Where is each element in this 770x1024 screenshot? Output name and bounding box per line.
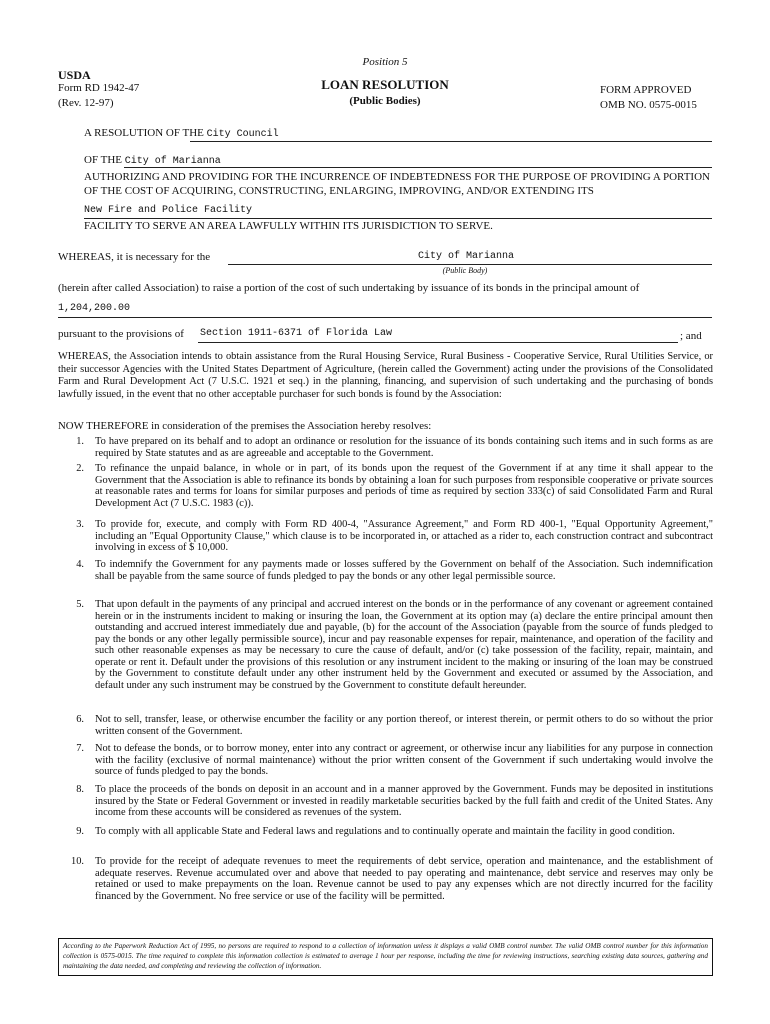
- resolve-item-number: 4.: [76, 559, 84, 570]
- pursuant-label: pursuant to the provisions of: [58, 328, 184, 340]
- of-the-line: [84, 154, 221, 167]
- of-the-underline: [124, 167, 712, 168]
- resolve-item-text: To comply with all applicable State and Federal laws and regulations and to continually operate and maintain the facility in good condition.: [95, 826, 675, 837]
- authorizing-text: AUTHORIZING AND PROVIDING FOR THE INCURRENCE OF INDEBTEDNESS FOR THE PURPOSE OF PROVIDING A PORTION OF THE COST OF ACQUIRING, CONSTRUCTING, ENLARGING, IMPROVING, AND/OR EXTENDING ITS: [84, 171, 710, 197]
- resolve-item-number: 1.: [76, 436, 84, 447]
- resolve-item-text: Not to defease the bonds, or to borrow money, enter into any contract or agreement, or otherwise incur any liabilities for any purpose in connection with the facility (exclusive of normal maintenance) without the prior written consent of the Government if such undertaking would involve the source of funds pledged to pay the bonds.: [95, 743, 713, 777]
- omb-number: OMB NO. 0575-0015: [600, 99, 697, 111]
- facility-serve-text: FACILITY TO SERVE AN AREA LAWFULLY WITHIN ITS JURISDICTION TO SERVE.: [84, 220, 493, 232]
- public-body-underline: [228, 264, 712, 265]
- resolve-item-number: 5.: [76, 599, 84, 610]
- herein-text: (herein after called Association) to raise a portion of the cost of such undertaking by issuance of its bonds in the principal amount of: [58, 282, 640, 294]
- document-subtitle: (Public Bodies): [349, 95, 421, 107]
- pursuant-underline: [198, 342, 678, 343]
- project-name-value[interactable]: New Fire and Police Facility: [84, 205, 253, 216]
- resolution-of-underline: [190, 141, 712, 142]
- public-body-value[interactable]: City of Marianna: [418, 251, 515, 262]
- resolve-item-text: To provide for the receipt of adequate revenues to meet the requirements of debt service, operation and maintenance, and the establishment of adequate reserves. Revenue accumulated over and above that needed to pay operating and maintenance, debt service and reserves may only be retained or used to make prepayments on the loan. Revenue cannot be used to pay any expenses which are not directly incurred for the facility financed by the Government. No free service or use of the facility will be permitted.: [95, 856, 713, 902]
- resolve-item-text: To provide for, execute, and comply with Form RD 400-4, "Assurance Agreement," and Form RD 400-1, "Equal Opportunity Agreement," including an "Equal Opportunity Clause," which clause is to be incorporated in, or attached as a rider to, each construction contract and subcontract involving in excess of $ 10,000.: [95, 519, 713, 553]
- of-the-label: OF THE: [84, 154, 122, 166]
- resolve-item-number: 9.: [76, 826, 84, 837]
- resolve-item-number: 3.: [76, 519, 84, 530]
- position-label: Position 5: [362, 56, 408, 68]
- and-text: ; and: [680, 330, 702, 342]
- resolve-item-number: 6.: [76, 714, 84, 725]
- public-body-caption: (Public Body): [442, 266, 488, 275]
- whereas-necessary-label: WHEREAS, it is necessary for the: [58, 251, 211, 263]
- of-the-value[interactable]: City of Marianna: [124, 156, 221, 167]
- resolve-item-text: That upon default in the payments of any principal and accrued interest on the bonds or in the performance of any covenant or agreement contained herein or in the instruments incident to making or insuring the loan, the Government at its option may (a) declare the entire principal amount then outstanding and accrued interest immediately due and payable, (b) for the account of the Association (payable from the source of funds pledged to pay the bonds or any other legally permissible source), incur and pay reasonable expenses for repair, maintenance, and operation of the facility and such other reasonable expenses as may be necessary to cure the cause of default, and/or (c) take possession of the facility, repair, maintain, and operate or rent it. Default under the provisions of this resolution or any instrument incident to the making or insuring of the loan may be construed by the Government to constitute default under any other instrument held by the Government and executed or assumed by the Association, and default under any such instrument may be construed by the Government to constitute default hereunder.: [95, 599, 713, 691]
- now-therefore-text: NOW THEREFORE in consideration of the premises the Association hereby resolves:: [58, 420, 432, 432]
- resolve-item-text: Not to sell, transfer, lease, or otherwise encumber the facility or any portion thereof, or interest therein, or permit others to do so without the prior written consent of the Government.: [95, 714, 713, 737]
- project-underline: [84, 218, 712, 219]
- pursuant-value[interactable]: Section 1911-6371 of Florida Law: [200, 328, 393, 339]
- document-title: LOAN RESOLUTION: [321, 77, 449, 92]
- agency-name: USDA: [58, 68, 91, 82]
- whereas-paragraph: WHEREAS, the Association intends to obtain assistance from the Rural Housing Service, Rural Business - Cooperative Service, Rural Utilities Service, or their successor Agencies with the United States Department of Agriculture, (herein called the Government) acting under the provisions of the Consolidated Farm and Rural Development Act (7 U.S.C. 1921 et seq.) in the planning, financing, and supervision of such undertaking and the purchasing of bonds lawfully issued, in the event that no other acceptable purchaser for such bonds is found by the Association:: [58, 351, 713, 400]
- amount-underline: [58, 317, 712, 318]
- resolution-of-line: [84, 127, 279, 140]
- resolve-item-text: To place the proceeds of the bonds on deposit in an account and in a manner approved by the Government. Funds may be deposited in institutions insured by the State or Federal Government or invested in readily marketable securities backed by the full faith and credit of the United States. Any income from these accounts will be considered as revenues of the system.: [95, 784, 713, 818]
- resolve-item-number: 7.: [76, 743, 84, 754]
- principal-amount-value[interactable]: 1,204,200.00: [58, 303, 131, 314]
- resolve-item-number: 2.: [76, 463, 84, 474]
- resolution-of-value[interactable]: City Council: [206, 129, 279, 140]
- paperwork-notice-text: According to the Paperwork Reduction Act of 1995, no persons are required to respond to a collection of information unless it displays a valid OMB control number. The valid OMB control number for this information collection is 0575-0015. The time required to complete this information collection is estimated to average 1 hour per response, including the time for reviewing instructions, searching existing data sources, gathering and maintaining the data needed, and completing and reviewing the collection of information.: [63, 942, 708, 970]
- resolve-item-text: To refinance the unpaid balance, in whole or in part, of its bonds upon the request of the Government if at any time it shall appear to the Government that the Association is able to refinance its bonds by obtaining a loan for such purposes from responsible cooperative or private sources at reasonable rates and terms for loans for similar purposes and periods of time as required by section 333(c) of said Consolidated Farm and Rural Development Act (7 U.S.C. 1983 (c)).: [95, 463, 713, 509]
- form-revision: (Rev. 12-97): [58, 97, 114, 109]
- form-approved-label: FORM APPROVED: [600, 84, 692, 96]
- resolve-item-number: 8.: [76, 784, 84, 795]
- resolve-item-text: To indemnify the Government for any payments made or losses suffered by the Government on behalf of the Association. Such indemnification shall be payable from the same source of funds pledged to pay the bonds or any other legal permissible source.: [95, 559, 713, 582]
- resolve-item-number: 10.: [71, 856, 84, 867]
- resolution-of-label: A RESOLUTION OF THE: [84, 127, 204, 139]
- resolve-item-text: To have prepared on its behalf and to adopt an ordinance or resolution for the issuance of its bonds containing such items and in such forms as are required by State statutes and as are agreeable and acceptable to the Government.: [95, 436, 713, 459]
- form-number: Form RD 1942-47: [58, 82, 140, 94]
